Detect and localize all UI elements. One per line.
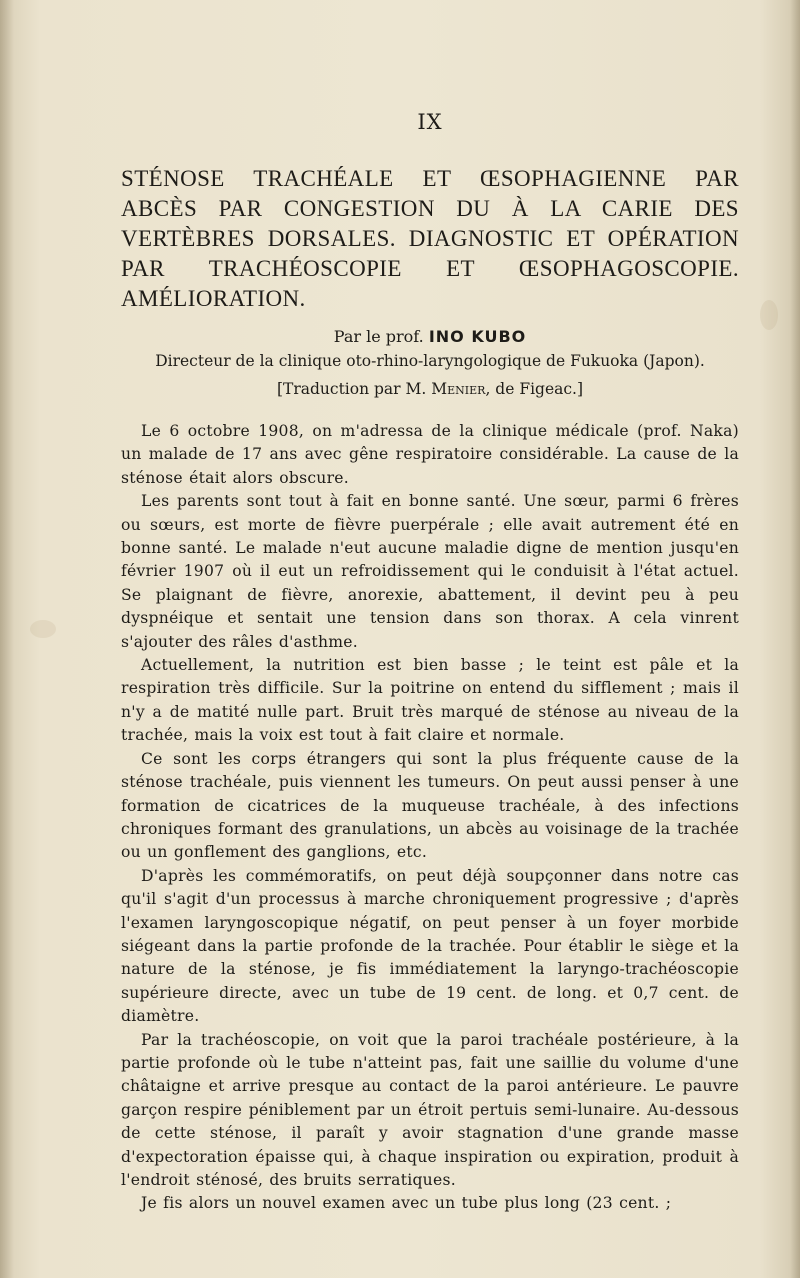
translation-credit [121, 378, 739, 400]
author-affiliation: Directeur de la clinique oto-rhino-laryngologique de Fukuoka (Japon). [155, 352, 705, 370]
byline-prefix: Par le prof. [333, 327, 424, 346]
translator-name: Menier [431, 380, 486, 398]
paragraph: Actuellement, la nutrition est bien basse ; le teint est pâle et la respiration très difficile. Sur la poitrine on entend du sifflement ; mais il n'y a de matité nulle part. Bruit très marqué de sténose au niveau de la trachée, mais la voix est tout à fait claire et normale. [121, 656, 739, 745]
paragraph: Les parents sont tout à fait en bonne santé. Une sœur, parmi 6 frères ou sœurs, est morte de fièvre puerpérale ; elle avait autrement été en bonne santé. Le malade n'eut aucune maladie digne de mention jusqu'en février 1907 où il eut un refroidissement qui le conduisit à l'état actuel. Se plaignant de fièvre, anorexie, abattement, il devint peu à peu dyspnéique et sentait une tension dans son thorax. A cela vinrent s'ajouter des râles d'asthme. [121, 492, 739, 651]
article-title: STÉNOSE TRACHÉALE ET ŒSOPHAGIENNE PAR ABCÈS PAR CONGESTION DU À LA CARIE DES VERTÈBRES DORSALES. DIAGNOSTIC ET OPÉRATION PAR TRACHÉOSCOPIE ET ŒSOPHAGOSCOPIE. AMÉLIORATION. [121, 166, 739, 311]
paragraph: Le 6 octobre 1908, on m'adressa de la clinique médicale (prof. Naka) un malade de 17 ans avec gêne respiratoire considérable. La cause de la sténose était alors obscure. [121, 422, 739, 487]
page-spine-shadow [0, 0, 14, 1278]
author-name: INO KUBO [428, 327, 527, 346]
page-edge-shadow [790, 0, 800, 1278]
paragraph: Je fis alors un nouvel examen avec un tube plus long (23 cent. ; [141, 1194, 672, 1213]
paper-spot [30, 620, 56, 638]
paragraph: D'après les commémoratifs, on peut déjà soupçonner dans notre cas qu'il s'agit d'un processus à marche chroniquement progressive ; d'après l'examen laryngoscopique négatif, on peut penser à un foyer morbide siégeant dans la partie profonde de la trachée. Pour établir le siège et la nature de la sténose, je fis immédiatement la laryngo-trachéoscopie supérieure directe, avec un tube de 19 cent. de long. et 0,7 cent. de diamètre. [121, 866, 739, 1026]
translation-prefix: [Traduction par M. [276, 380, 427, 398]
page-content [121, 110, 739, 1216]
article-body [121, 420, 739, 1216]
chapter-number: IX [417, 110, 443, 134]
paragraph: Ce sont les corps étrangers qui sont la plus fréquente cause de la sténose trachéale, puis viennent les tumeurs. On peut aussi penser à une formation de cicatrices de la muqueuse trachéale, à des infections chroniques formant des granulations, un abcès au voisinage de la trachée ou un gonflement des ganglions, etc. [121, 749, 739, 862]
paragraph: Par la trachéoscopie, on voit que la paroi trachéale postérieure, à la partie profonde où le tube n'atteint pas, fait une saillie du volume d'une châtaigne et arrive presque au contact de la paroi antérieure. Le pauvre garçon respire péniblement par un étroit pertuis semi-lunaire. Au-dessous de cette sténose, il paraît y avoir stagnation d'une grande masse d'expectoration épaisse qui, à chaque inspiration ou expiration, produit à l'endroit sténosé, des bruits serratiques. [121, 1030, 739, 1189]
byline [121, 326, 739, 348]
translation-suffix: , de Figeac.] [485, 380, 584, 398]
paper-spot [760, 300, 778, 330]
